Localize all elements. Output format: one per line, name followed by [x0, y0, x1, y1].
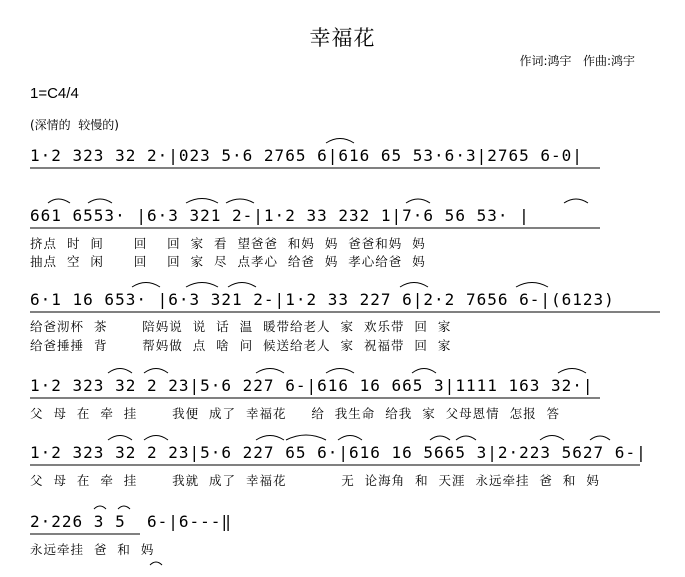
slur-mark: [108, 436, 132, 441]
slur-mark: [108, 369, 132, 374]
lyric-line-2b: 抽点 空 闲 回 回 家 尽 点孝心 给爸 妈 孝心给爸 妈: [30, 254, 426, 269]
expression-marking: (深情的 较慢的): [30, 118, 119, 132]
slur-mark: [48, 199, 70, 203]
slur-mark: [456, 436, 476, 440]
slur-mark: [590, 436, 610, 440]
slur-mark: [94, 506, 106, 509]
slur-mark: [286, 435, 326, 440]
key-signature: 1=C4/4: [30, 85, 79, 102]
slur-mark: [326, 369, 354, 374]
notation-line-3: 6·1 16 653· |6·3 321 2-|1·2 33 227 6|2·2 7656 6-|(6123): [30, 290, 615, 309]
lyric-line-2a: 挤点 时 间 回 回 家 看 望爸爸 和妈 妈 爸爸和妈 妈: [30, 236, 426, 251]
notation-line-5: 1·2 323 32 2 23|5·6 227 65 6·|616 16 5665 3|2·223 5627 6-|: [30, 443, 647, 462]
slur-mark: [412, 369, 436, 374]
notation-line-6: 2·226 3 5 6-|6---‖: [30, 512, 233, 531]
slur-mark: [88, 199, 112, 203]
slur-mark: [338, 436, 362, 441]
lyric-line-6: 永远牵挂 爸 和 妈: [30, 542, 155, 557]
slur-mark: [150, 562, 162, 565]
slur-mark: [564, 199, 588, 203]
slur-mark: [430, 436, 450, 440]
lyricist-composer-credits: 作词:鸿宇 作曲:鸿宇: [519, 54, 635, 68]
lyric-line-4: 父 母 在 牵 挂 我便 成了 幸福花 给 我生命 给我 家 父母恩情 怎报 答: [30, 406, 561, 421]
slur-mark: [406, 199, 430, 203]
lyric-line-3a: 给爸沏杯 茶 陪妈说 说 话 温 暖带给老人 家 欢乐带 回 家: [30, 319, 452, 334]
slur-mark: [516, 283, 548, 288]
slur-mark: [186, 199, 218, 204]
slur-mark: [540, 436, 564, 441]
underline-beams: [30, 168, 660, 534]
slur-mark: [118, 506, 130, 509]
slur-mark: [226, 199, 254, 203]
slur-mark: [144, 369, 168, 374]
slur-mark: [558, 369, 586, 374]
slur-mark: [256, 436, 284, 441]
slur-mark: [132, 283, 160, 288]
slur-marks: [48, 139, 610, 566]
notation-line-2: 661 6553· |6·3 321 2-|1·2 33 232 1|7·6 56 53· |: [30, 206, 530, 225]
slur-mark: [256, 369, 284, 374]
notation-line-4: 1·2 323 32 2 23|5·6 227 6-|616 16 665 3|1111 163 32·|: [30, 376, 594, 395]
slur-mark: [400, 283, 428, 288]
slur-mark: [326, 139, 354, 144]
lyric-line-3b: 给爸捶捶 背 帮妈做 点 啥 问 候送给老人 家 祝福带 回 家: [30, 338, 452, 353]
notation-line-1: 1·2 323 32 2·|023 5·6 2765 6|616 65 53·6·3|2765 6-0|: [30, 146, 583, 165]
slur-mark: [144, 436, 168, 441]
song-title: 幸福花: [309, 26, 376, 50]
slur-mark: [228, 283, 256, 288]
lyric-line-5: 父 母 在 牵 挂 我就 成了 幸福花 无 论海角 和 天涯 永远牵挂 爸 和 妈: [30, 473, 600, 488]
slur-mark: [186, 283, 218, 288]
